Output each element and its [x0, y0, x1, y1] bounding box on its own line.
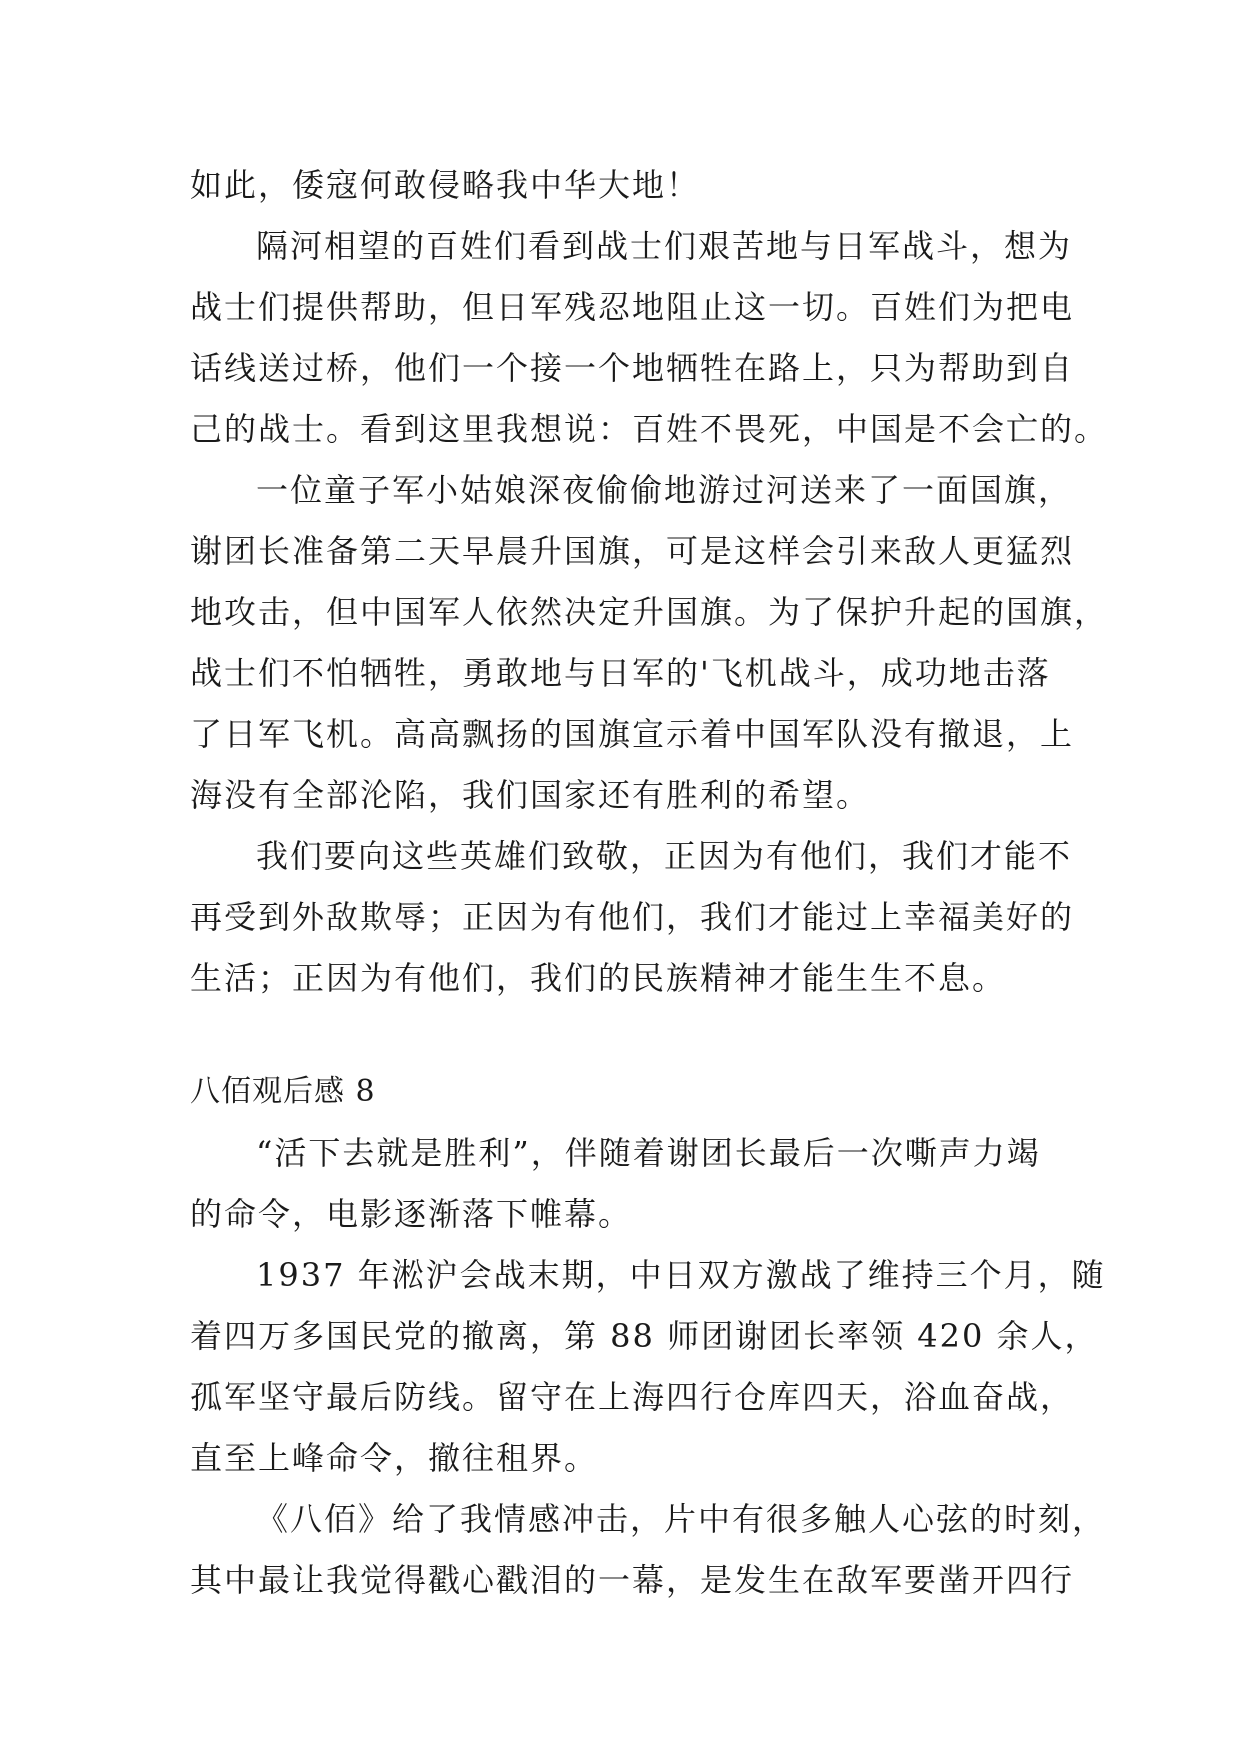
text-line: “活下去就是胜利”，伴随着谢团长最后一次嘶声力竭 [256, 1134, 1041, 1172]
text-line: 一位童子军小姑娘深夜偷偷地游过河送来了一面国旗， [256, 471, 1073, 509]
text-line: 再受到外敌欺辱；正因为有他们，我们才能过上幸福美好的 [190, 898, 1075, 936]
text-line: 谢团长准备第二天早晨升国旗，可是这样会引来敌人更猛烈 [190, 532, 1075, 570]
text-line: 战士们不怕牺牲，勇敢地与日军的'飞机战斗，成功地击落 [190, 654, 1051, 692]
text-line: 《八佰》给了我情感冲击，片中有很多触人心弦的时刻， [256, 1500, 1107, 1538]
section-title: 八佰观后感 8 [190, 1074, 376, 1109]
text-line: 如此，倭寇何敢侵略我中华大地！ [190, 166, 701, 204]
text-line: 着四万多国民党的撤离，第 88 师团谢团长率领 420 余人， [190, 1317, 1099, 1355]
text-line: 直至上峰命令，撤往租界。 [190, 1439, 599, 1477]
text-line: 孤军坚守最后防线。留守在上海四行仓库四天，浴血奋战， [190, 1378, 1075, 1416]
text-line: 我们要向这些英雄们致敬，正因为有他们，我们才能不 [256, 837, 1073, 875]
text-line: 己的战士。看到这里我想说：百姓不畏死，中国是不会亡的。 [190, 410, 1109, 448]
text-line: 战士们提供帮助，但日军残忍地阻止这一切。百姓们为把电 [190, 288, 1075, 326]
text-line: 其中最让我觉得戳心戳泪的一幕，是发生在敌军要凿开四行 [190, 1561, 1075, 1599]
text-line: 的命令，电影逐渐落下帷幕。 [190, 1195, 633, 1233]
text-line: 地攻击，但中国军人依然决定升国旗。为了保护升起的国旗， [190, 593, 1109, 631]
text-line: 了日军飞机。高高飘扬的国旗宣示着中国军队没有撤退，上 [190, 715, 1075, 753]
text-line: 隔河相望的百姓们看到战士们艰苦地与日军战斗，想为 [256, 227, 1073, 265]
text-line: 生活；正因为有他们，我们的民族精神才能生生不息。 [190, 959, 1007, 997]
text-line: 海没有全部沦陷，我们国家还有胜利的希望。 [190, 776, 871, 814]
text-line: 1937 年淞沪会战末期，中日双方激战了维持三个月，随 [256, 1256, 1106, 1294]
text-line: 话线送过桥，他们一个接一个地牺牲在路上，只为帮助到自 [190, 349, 1075, 387]
